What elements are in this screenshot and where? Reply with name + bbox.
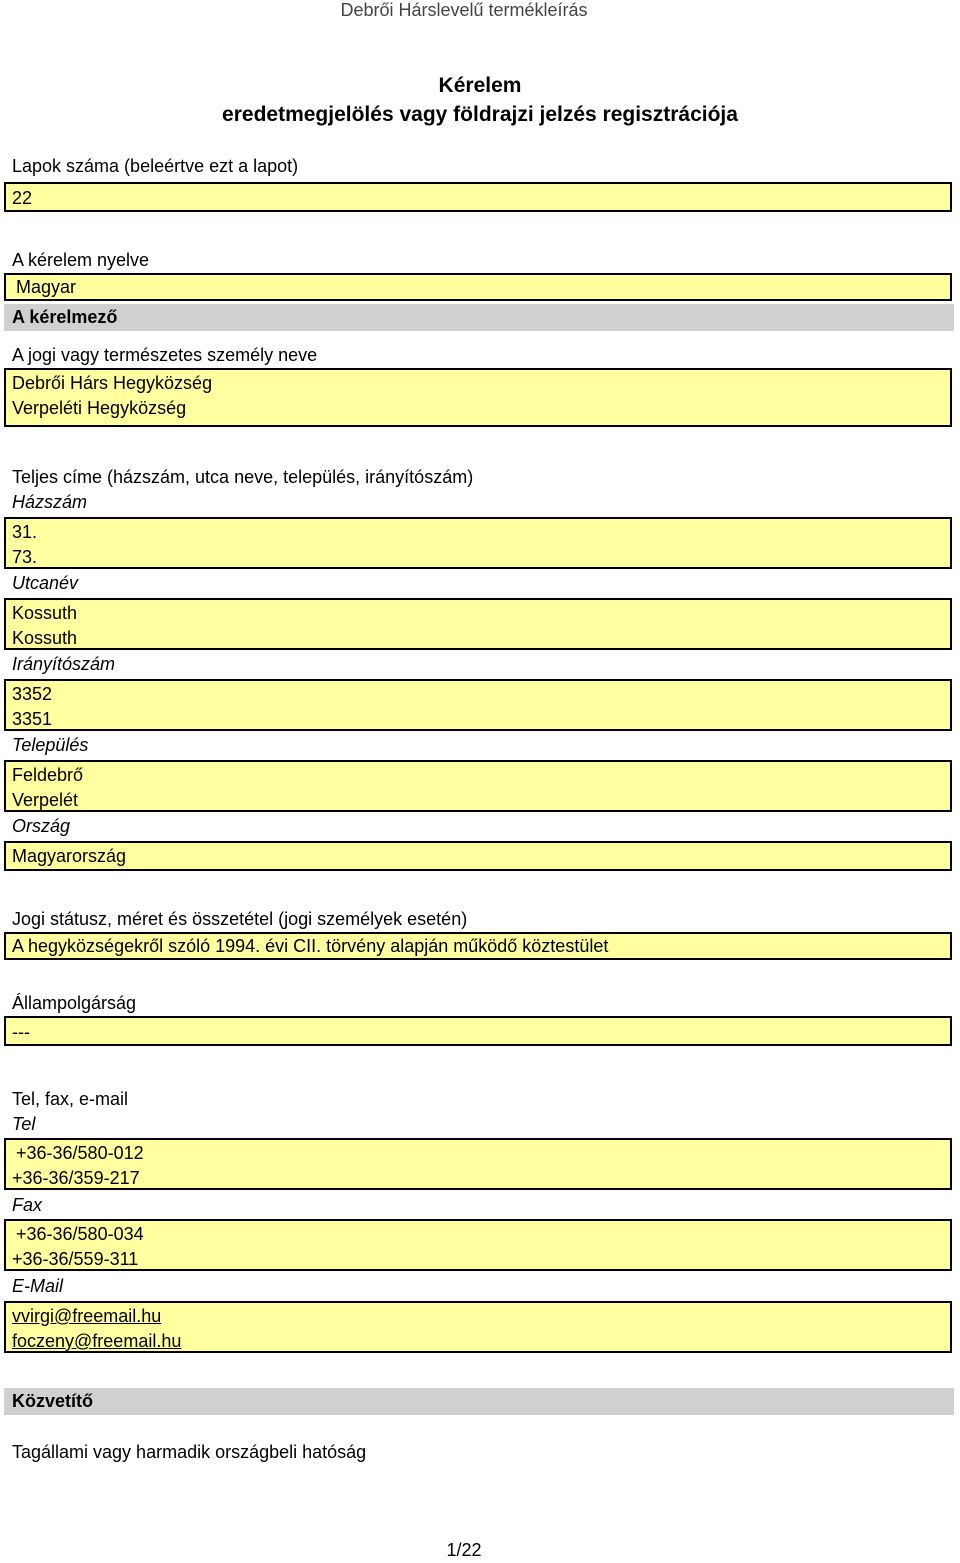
city-label: Település (12, 735, 89, 755)
fax-label: Fax (12, 1195, 43, 1215)
applicant-name-1: Debrői Hárs Hegyközség (12, 373, 213, 393)
city-field (4, 760, 952, 812)
zip-1: 3352 (12, 684, 53, 704)
intermediary-section-header: Közvetítő (4, 1388, 954, 1415)
address-label: Teljes címe (házszám, utca neve, település, irányítószám) (12, 467, 474, 487)
city-2: Verpelét (12, 790, 79, 810)
country-label: Ország (12, 816, 71, 836)
street-1: Kossuth (12, 603, 78, 623)
page-number: 1/22 (446, 1540, 482, 1560)
zip-label: Irányítószám (12, 654, 116, 674)
legal-status-field (4, 932, 952, 960)
email-label: E-Mail (12, 1276, 64, 1296)
house-number-field (4, 517, 952, 569)
language-label: A kérelem nyelve (12, 250, 150, 270)
street-2: Kossuth (12, 628, 78, 648)
document-title (200, 71, 760, 129)
applicant-section-header: A kérelmező (4, 304, 954, 331)
applicant-name-field (4, 368, 952, 427)
citizenship-label: Állampolgárság (12, 993, 137, 1013)
citizenship-field (4, 1016, 952, 1046)
authority-label: Tagállami vagy harmadik országbeli hatóság (12, 1442, 367, 1462)
country-value: Magyarország (12, 846, 127, 866)
tel-field (4, 1138, 952, 1190)
tel-1: +36-36/580-012 (16, 1143, 144, 1163)
country-field (4, 841, 952, 871)
applicant-name-label: A jogi vagy természetes személy neve (12, 345, 318, 365)
language-field (4, 273, 952, 301)
street-label: Utcanév (12, 573, 79, 593)
house-number-1: 31. (12, 522, 38, 542)
applicant-name-2: Verpeléti Hegyközség (12, 398, 187, 418)
city-1: Feldebrő (12, 765, 84, 785)
contact-label: Tel, fax, e-mail (12, 1089, 129, 1109)
tel-label: Tel (12, 1114, 36, 1134)
email-link-1[interactable]: vvirgi@freemail.hu (12, 1306, 162, 1326)
tel-2: +36-36/359-217 (12, 1168, 140, 1188)
fax-2: +36-36/559-311 (12, 1249, 139, 1269)
pages-value: 22 (12, 188, 33, 208)
legal-status-label: Jogi státusz, méret és összetétel (jogi személyek esetén) (12, 909, 468, 929)
page-header: Debrői Hárslevelű termékleírás (340, 0, 588, 20)
pages-label: Lapok száma (beleértve ezt a lapot) (12, 156, 299, 176)
fax-field (4, 1219, 952, 1271)
fax-1: +36-36/580-034 (16, 1224, 144, 1244)
title-line-1: Kérelem (438, 74, 522, 97)
language-value: Magyar (16, 277, 77, 297)
zip-field (4, 679, 952, 731)
email-link-2[interactable]: foczeny@freemail.hu (12, 1331, 182, 1351)
citizenship-value: --- (12, 1022, 30, 1042)
house-number-label: Házszám (12, 492, 88, 512)
zip-2: 3351 (12, 709, 53, 729)
pages-field (4, 182, 952, 212)
house-number-2: 73. (12, 547, 38, 567)
email-field (4, 1301, 952, 1353)
legal-status-value: A hegyközségekről szóló 1994. évi CII. törvény alapján működő köztestület (12, 936, 609, 956)
title-line-2: eredetmegjelölés vagy földrajzi jelzés regisztrációja (222, 103, 738, 126)
street-field (4, 598, 952, 650)
